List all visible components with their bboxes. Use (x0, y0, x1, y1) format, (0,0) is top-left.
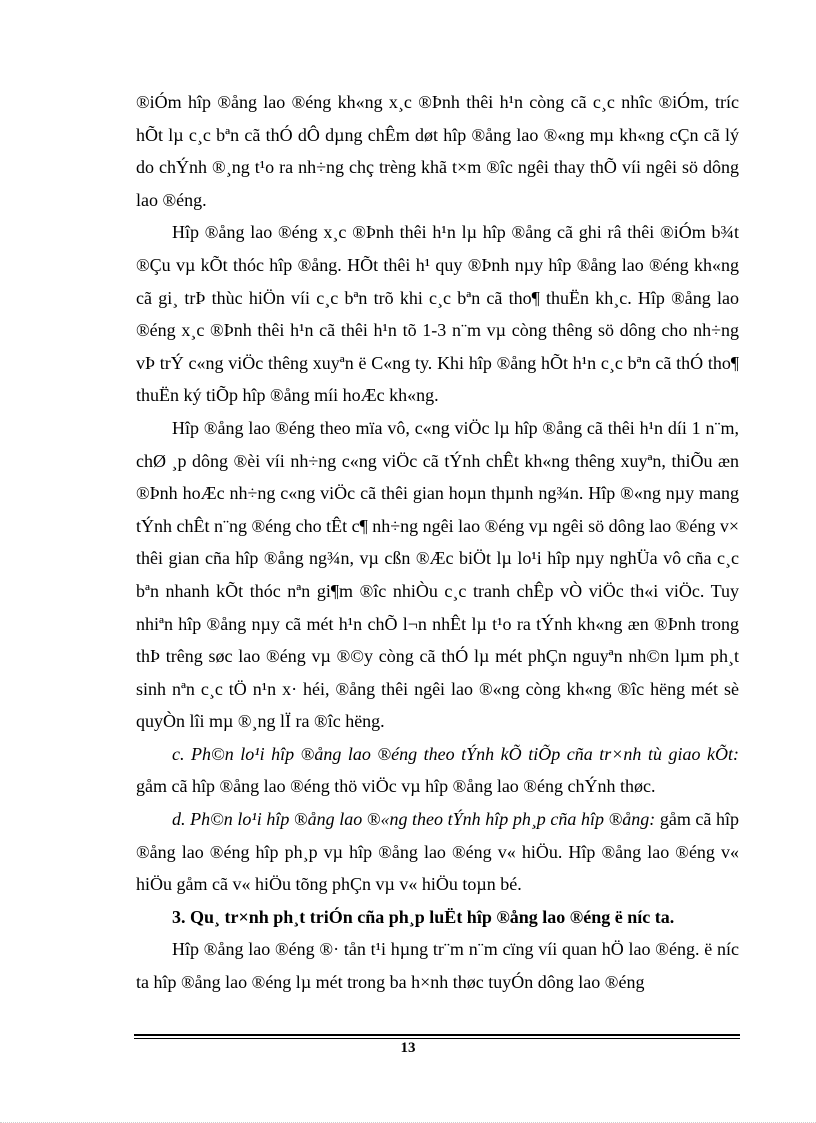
paragraph-4-lead: c. Ph©n lo¹i hîp ®ång lao ®éng theo tÝnh kÕ tiÕp cña tr×nh tù giao kÕt: (172, 743, 739, 764)
page-number: 13 (400, 1040, 416, 1056)
footer-rule-thin (134, 1038, 740, 1039)
section-heading: 3. Qu¸ tr×nh ph¸t triÓn cña ph¸p luËt hîp ®ång lao ®éng ë níc ta. (172, 906, 675, 927)
paragraph-4 (136, 738, 739, 803)
footer-rule-thick (134, 1034, 740, 1036)
paragraph-6: Hîp ®ång lao ®éng ®· tån t¹i hµng tr¨m n¨m cïng víi quan hÖ lao ®éng. ë níc ta hîp ®ång lao ®éng lµ mét trong ba h×nh thøc tuyÓn dông lao ®éng (136, 939, 739, 993)
paragraph-5-lead: d. Ph©n lo¹i hîp ®ång lao ®«ng theo tÝnh hîp ph¸p cña hîp ®ång: (172, 809, 656, 830)
paragraph-3: Hîp ®ång lao ®éng theo mïa vô, c«ng viÖc lµ hîp ®ång cã thêi h¹n díi 1 n¨m, chØ ¸p dông ®èi víi nh÷ng c«ng viÖc cã tÝnh chÊt kh«ng thêng xuyªn, thiÕu æn ®Þnh hoÆc nh÷ng c«ng viÖc cã thêi gian hoµn thµnh ng¾n. Hîp ®«ng nµy mang tÝnh chÊt n¨ng ®éng cho tÊt c¶ nh÷ng ngêi lao ®éng vµ ngêi sö dông lao ®éng v× thêi gian cña hîp ®ång ng¾n, vµ cßn ®Æc biÖt lµ lo¹i hîp nµy nghÜa vô cña c¸c bªn nhanh kÕt thóc nªn gi¶m ®îc nhiÒu c¸c tranh chÊp vÒ viÖc th«i viÖc. Tuy nhiªn hîp ®ång nµy cã mét h¹n chÕ l¬n nhÊt lµ t¹o ra tÝnh kh«ng æn ®Þnh trong thÞ trêng søc lao ®éng vµ ®©y còng cã thÓ lµ mét phÇn nguyªn nh©n lµm ph¸t sinh nªn c¸c tÖ n¹n x· héi, ®ång thêi ngêi lao ®«ng còng kh«ng ®îc hëng mét sè quyÒn lîi mµ ®¸ng lÏ ra ®îc hëng. (136, 417, 739, 732)
paragraph-4-text: gåm cã hîp ®ång lao ®éng thö viÖc vµ hîp ®ång lao ®éng chÝnh thøc. (136, 776, 656, 797)
paragraph-5-text: gåm cã hîp ®ång lao ®éng hîp ph¸p vµ hîp ®ång lao ®éng v« hiÖu. Hîp ®ång lao ®éng v« hiÖu gåm cã v« hiÖu tõng phÇn vµ v« hiÖu toµn bé. (136, 809, 739, 895)
paragraph-5 (136, 803, 739, 901)
paragraph-2: Hîp ®ång lao ®éng x¸c ®Þnh thêi h¹n lµ hîp ®ång cã ghi râ thêi ®iÓm b¾t ®Çu vµ kÕt thóc hîp ®ång. HÕt thêi h¹ quy ®Þnh nµy hîp ®ång lao ®éng kh«ng cã gi¸ trÞ thùc hiÖn víi c¸c bªn trõ khi c¸c bªn cã tho¶ thuËn kh¸c. Hîp ®ång lao ®éng x¸c ®Þnh thêi h¹n cã thêi h¹n tõ 1-3 n¨m vµ còng thêng sö dông cho nh÷ng vÞ trÝ c«ng viÖc thêng xuyªn ë C«ng ty. Khi hîp ®ång hÕt h¹n c¸c bªn cã thÓ tho¶ thuËn ký tiÕp hîp ®ång míi hoÆc kh«ng. (136, 222, 739, 406)
document-body (136, 86, 739, 999)
paragraph-1: ®iÓm hîp ®ång lao ®éng kh«ng x¸c ®Þnh thêi h¹n còng cã c¸c nhîc ®iÓm, tríc hÕt lµ c¸c bªn cã thÓ dÔ dµng chÊm døt hîp ®ång lao ®«ng mµ kh«ng cÇn cã lý do chÝnh ®¸ng t¹o ra nh÷ng chç trèng khã t×m ®îc ngêi thay thÕ víi ngêi sö dông lao ®éng. (136, 92, 739, 210)
